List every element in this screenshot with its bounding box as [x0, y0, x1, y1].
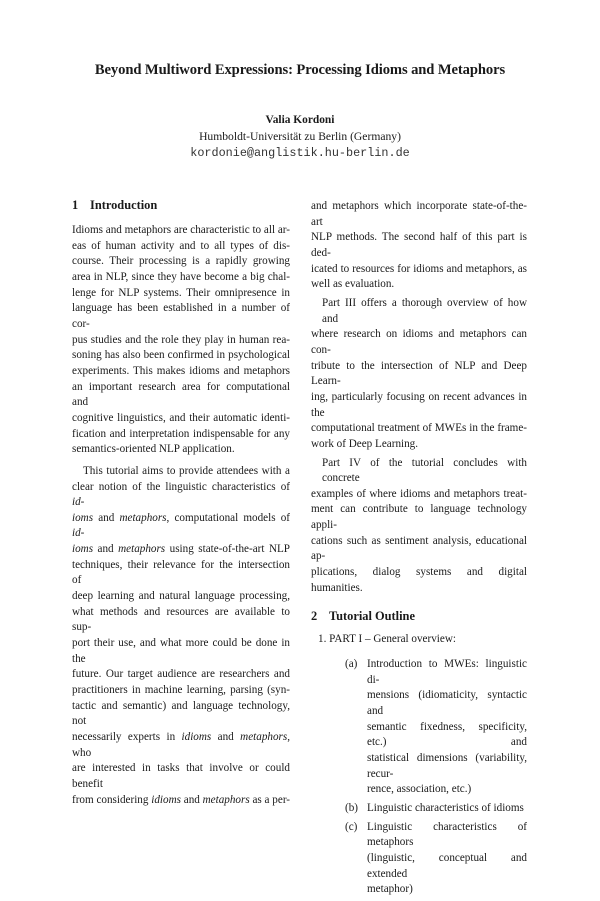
text-line: what methods and resources are available to sup- — [72, 605, 290, 634]
outline-item — [311, 632, 527, 648]
text-line: metaphor) — [367, 883, 413, 896]
outline-subitem — [345, 820, 527, 898]
text-line: tactic and semantic) and language technology, not — [72, 699, 290, 728]
text-line: eas of human activity and to all types of dis- — [72, 239, 290, 252]
text-line: lenge for NLP systems. Their omnipresence in — [72, 286, 290, 299]
text-run: and — [180, 793, 203, 806]
text-line: future. Our target audience are researchers and — [72, 668, 290, 681]
text-line: Linguistic characteristics of metaphors — [367, 820, 527, 849]
paragraph-part-4 — [311, 456, 527, 597]
section-number: 2 — [311, 609, 318, 624]
section-title: Introduction — [90, 198, 158, 212]
emphasis: ioms — [72, 543, 94, 556]
subitem-label: (c) — [345, 820, 358, 833]
text-line: semantic fixedness, specificity, etc.) and — [367, 720, 527, 749]
right-column — [311, 199, 527, 901]
intro-paragraph-1 — [72, 223, 290, 458]
text-line — [72, 542, 290, 558]
text-run: , computational models of — [166, 511, 290, 524]
text-line: Part IV of the tutorial concludes with concrete — [322, 456, 527, 485]
emphasis: ioms — [72, 511, 94, 524]
item-text: PART I – General overview: — [329, 633, 456, 646]
text-line: well as evaluation. — [311, 278, 395, 291]
paper-title: Beyond Multiword Expressions: Processing Idioms and Metaphors — [94, 62, 506, 78]
text-line: icated to resources for idioms and metaphors, as — [311, 262, 527, 275]
text-run: using state-of-the-art NLP — [165, 543, 290, 556]
emphasis: metaphors — [118, 543, 166, 556]
text-line: ing, particularly focusing on recent advances in the — [311, 390, 527, 419]
text-line: Introduction to MWEs: linguistic di- — [367, 658, 527, 686]
author-affiliation: Humboldt-Universität zu Berlin (Germany) — [199, 130, 401, 143]
text-line: mensions (idiomaticity, syntactic and — [367, 689, 527, 718]
text-line: plications, dialog systems and digital humanities. — [311, 566, 527, 594]
text-line: examples of where idioms and metaphors treat- — [311, 487, 527, 500]
emphasis: metaphors — [119, 511, 167, 524]
text-line: NLP methods. The second half of this part is ded- — [311, 231, 527, 259]
text-line — [72, 480, 290, 511]
text-line: course. Their processing is a rapidly growing — [72, 255, 290, 268]
text-run: as a per- — [249, 793, 291, 806]
text-run: , who — [72, 731, 291, 759]
text-line: an important research area for computational and — [72, 380, 290, 409]
emphasis: metaphors — [240, 731, 288, 743]
text-run: This tutorial aims to provide attendees with a — [83, 464, 290, 477]
text-line: cognitive linguistics, and their automatic identi- — [72, 411, 290, 424]
text-line: and metaphors which incorporate state-of-the-art — [311, 200, 527, 228]
text-run: and — [93, 543, 119, 556]
text-line: rence, association, etc.) — [367, 783, 472, 796]
text-line: computational treatment of MWEs in the frame- — [311, 422, 527, 435]
text-line: work of Deep Learning. — [311, 437, 419, 450]
subitem-label: (a) — [345, 658, 358, 671]
section-heading-introduction — [72, 198, 290, 213]
text-line: semantics-oriented NLP application. — [72, 443, 235, 456]
section-number: 1 — [72, 198, 79, 212]
author-email[interactable]: kordonie@anglistik.hu-berlin.de — [190, 146, 410, 160]
text-line: Idioms and metaphors are characteristic to all ar- — [72, 224, 290, 236]
text-line — [72, 511, 290, 542]
text-line — [72, 730, 290, 761]
outline-sublist — [345, 657, 527, 898]
text-line: soning has also been confirmed in psychological — [72, 349, 290, 362]
text-line: where research on idioms and metaphors can con- — [311, 328, 527, 356]
emphasis: id- — [72, 527, 85, 540]
text-line: fication and interpretation indispensable for any — [72, 427, 290, 440]
paragraph-continuation — [311, 199, 527, 293]
text-line: techniques, their relevance for the intersection of — [72, 558, 290, 587]
text-line: area in NLP, since they have become a big chal- — [72, 270, 290, 283]
text-run: necessarily experts in — [72, 731, 182, 743]
emphasis: id- — [72, 496, 85, 509]
section-heading-tutorial-outline — [311, 609, 527, 624]
subitem-label: (b) — [345, 801, 358, 814]
left-column — [72, 198, 290, 808]
text-line: ment can contribute to language technology appli- — [311, 503, 527, 532]
text-line: practitioners in machine learning, parsing (syn- — [72, 684, 290, 697]
text-run: and — [93, 511, 120, 524]
text-run: from considering — [72, 793, 152, 806]
text-line: Linguistic characteristics of idioms — [367, 801, 524, 814]
text-line: Part III offers a thorough overview of how and — [322, 296, 527, 325]
text-line: port their use, and what more could be done in the — [72, 637, 290, 665]
outline-list — [311, 632, 527, 898]
text-line: cations such as sentiment analysis, educational ap- — [311, 534, 527, 563]
text-line: pus studies and the role they play in human rea- — [72, 333, 290, 346]
text-line: are interested in tasks that involve or could benefit — [72, 762, 290, 790]
author-name: Valia Kordoni — [265, 114, 335, 126]
emphasis: idioms — [181, 731, 212, 743]
intro-paragraph-2 — [72, 464, 290, 808]
text-line: tribute to the intersection of NLP and Deep Learn- — [311, 359, 527, 388]
text-line — [72, 793, 290, 809]
text-line: experiments. This makes idioms and metaphors — [72, 364, 290, 377]
text-line: statistical dimensions (variability, recur- — [367, 752, 527, 780]
text-line: deep learning and natural language processing, — [72, 590, 290, 603]
outline-subitem — [345, 657, 527, 798]
text-line — [72, 464, 290, 480]
outline-subitem — [345, 801, 527, 817]
text-run: clear notion of the linguistic characteristics of — [72, 480, 290, 493]
paragraph-part-3 — [311, 296, 527, 453]
text-run: and — [211, 731, 241, 743]
emphasis: metaphors — [202, 793, 250, 806]
section-title: Tutorial Outline — [329, 609, 415, 624]
text-line: (linguistic, conceptual and extended — [367, 851, 527, 880]
emphasis: idioms — [151, 793, 181, 806]
text-line: language has been established in a number of cor- — [72, 302, 290, 330]
item-number: 1. — [318, 633, 327, 646]
